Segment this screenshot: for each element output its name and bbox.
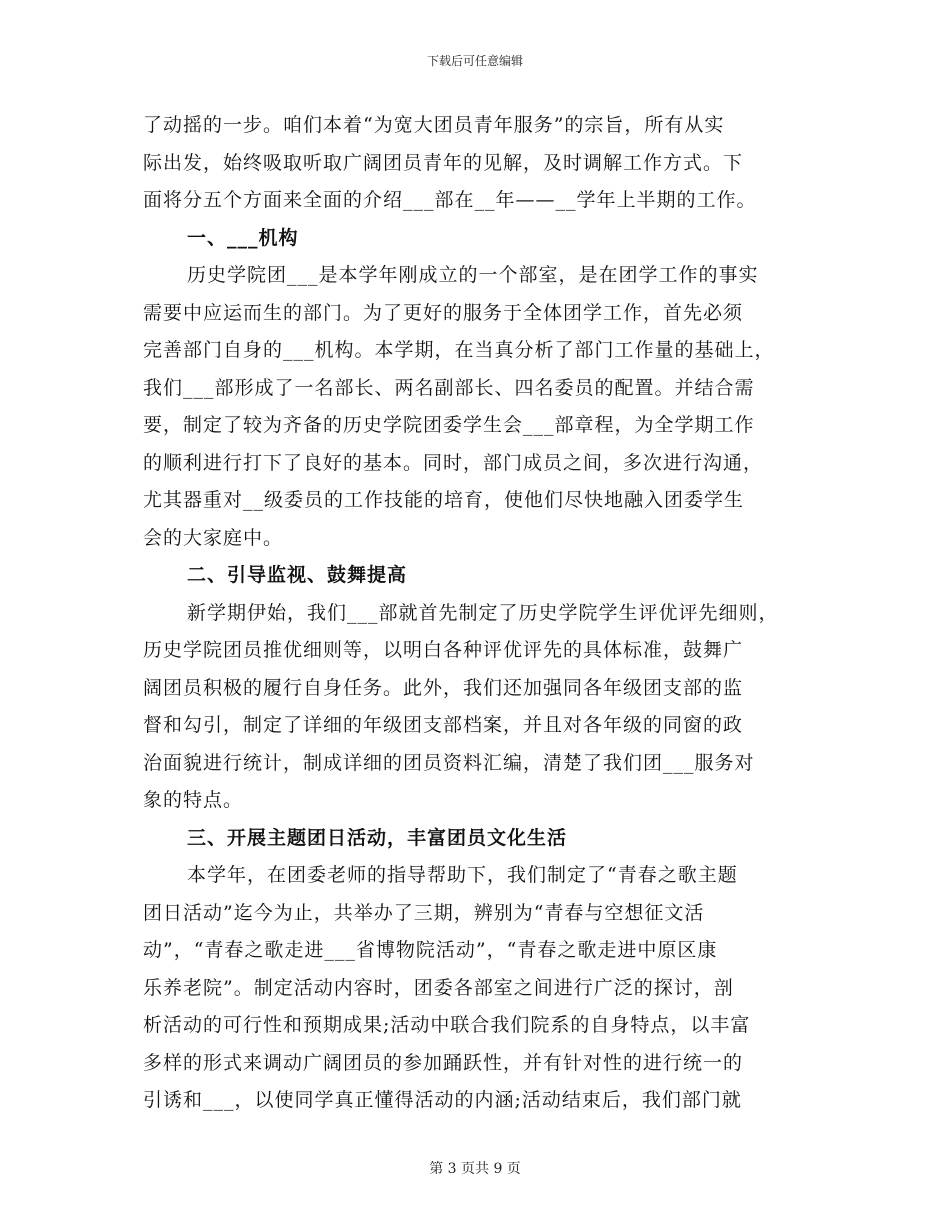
paragraph-line: 需要中应运而生的部门。为了更好的服务于全体团学工作，首先必须 bbox=[143, 301, 744, 324]
paragraph-line: 阔团员积极的履行自身任务。此外，我们还加强同各年级团支部的监 bbox=[143, 676, 744, 699]
paragraph-line: 析活动的可行性和预期成果;活动中联合我们院系的自身特点，以丰富 bbox=[143, 1014, 751, 1036]
section-heading: 一、___机构 bbox=[187, 226, 299, 249]
paragraph-line: 团日活动”迄今为止，共举办了三期，辨别为“青春与空想征文活 bbox=[143, 901, 705, 924]
paragraph-line: 象的特点。 bbox=[143, 789, 244, 811]
paragraph-line: 完善部门自身的___机构。本学期，在当真分析了部门工作量的基础上， bbox=[143, 339, 775, 361]
paragraph-line: 多样的形式来调动广阔团员的参加踊跃性，并有针对性的进行统一的 bbox=[143, 1051, 744, 1074]
paragraph-line: 引诱和___，以使同学真正懂得活动的内涵;活动结束后，我们部门就 bbox=[143, 1089, 742, 1111]
paragraph-line: 动”，“青春之歌走进___省博物院活动”，“青春之歌走进中原区康 bbox=[143, 939, 718, 961]
paragraph-line: 历史学院团___是本学年刚成立的一个部室，是在团学工作的事实 bbox=[187, 264, 759, 286]
paragraph-line: 会的大家庭中。 bbox=[143, 526, 284, 549]
paragraph-line: 新学期伊始，我们___部就首先制定了历史学院学生评优评先细则， bbox=[187, 601, 779, 624]
page-header: 下载后可任意编辑 bbox=[426, 54, 523, 68]
paragraph-line: 了动摇的一步。咱们本着“为宽大团员青年服务”的宗旨，所有从实 bbox=[143, 114, 725, 136]
paragraph-line: 督和勾引，制定了详细的年级团支部档案，并且对各年级的同窗的政 bbox=[143, 714, 744, 736]
page-footer: 第 3 页共 9 页 bbox=[429, 1161, 521, 1177]
section-heading: 二、引导监视、鼓舞提高 bbox=[187, 564, 408, 586]
paragraph-line: 的顺利进行打下了良好的基本。同时，部门成员之间，多次进行沟通， bbox=[143, 451, 764, 474]
paragraph-line: 本学年，在团委老师的指导帮助下，我们制定了“青春之歌主题 bbox=[187, 864, 738, 886]
paragraph-line: 尤其器重对__级委员的工作技能的培育，使他们尽快地融入团委学生 bbox=[143, 489, 745, 511]
paragraph-line: 历史学院团员推优细则等，以明白各种评优评先的具体标准，鼓舞广 bbox=[143, 639, 744, 661]
paragraph-line: 乐养老院”。制定活动内容时，团委各部室之间进行广泛的探讨，剖 bbox=[143, 976, 734, 999]
paragraph-line: 要，制定了较为齐备的历史学院团委学生会___部章程，为全学期工作 bbox=[143, 414, 755, 436]
paragraph-line: 面将分五个方面来全面的介绍___部在__年——__学年上半期的工作。 bbox=[143, 189, 757, 211]
paragraph-line: 治面貌进行统计，制成详细的团员资料汇编，清楚了我们团___服务对 bbox=[143, 751, 755, 774]
document-body bbox=[143, 107, 823, 1120]
section-heading: 三、开展主题团日活动，丰富团员文化生活 bbox=[187, 826, 568, 849]
paragraph-line: 我们___部形成了一名部长、两名副部长、四名委员的配置。并结合需 bbox=[143, 376, 755, 399]
paragraph-line: 际出发，始终吸取听取广阔团员青年的见解，及时调解工作方式。下 bbox=[143, 151, 744, 174]
